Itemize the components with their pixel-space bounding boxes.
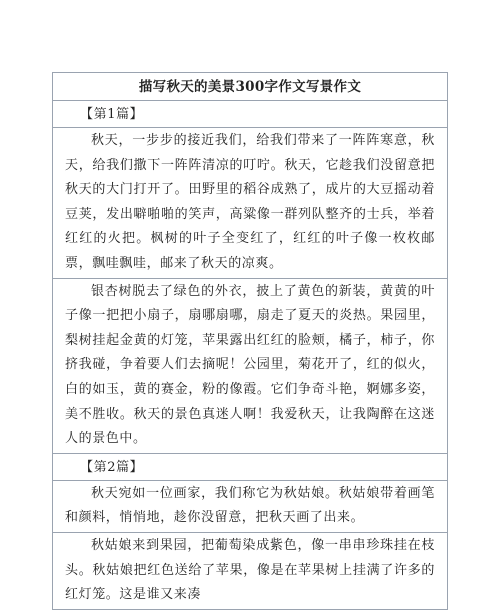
- section-heading-1: 【第1篇】: [53, 101, 447, 128]
- paragraph: 银杏树脱去了绿色的外衣，披上了黄色的新装，黄黄的叶子像一把把小扇子，扇哪扇哪，扇走了夏天的炎热。果园里，梨树挂起金黄的灯笼，苹果露出红红的脸颊，橘子，柿子，你挤我碰，争着要人们去摘呢！公园里，菊花开了，红的似火，白的如玉，黄的赛金，粉的像霞。它们争奇斗艳，婀娜多姿，美不胜收。秋天的景色真迷人啊！我爱秋天，让我陶醉在这迷人的景色中。: [53, 279, 447, 454]
- paragraph: 秋天，一步步的接近我们，给我们带来了一阵阵寒意，秋天，给我们撒下一阵阵清凉的叮咛。秋天，它趁我们没留意把秋天的大门打开了。田野里的稻谷成熟了，成片的大豆摇动着豆荚，发出噼啪啪的笑声，高粱像一群列队整齐的士兵，举着红红的火把。枫树的叶子全变红了，红红的叶子像一枚枚邮票，飘哇飘哇，邮来了秋天的凉爽。: [53, 128, 447, 279]
- document-title: 描写秋天的美景300字作文写景作文: [53, 73, 447, 101]
- paragraph: 秋天宛如一位画家，我们称它为秋姑娘。秋姑娘带着画笔和颜料，悄悄地，趁你没留意，把秋天画了出来。: [53, 481, 447, 533]
- section-heading-2: 【第2篇】: [53, 454, 447, 481]
- paragraph: 秋姑娘来到果园，把葡萄染成紫色，像一串串珍珠挂在枝头。秋姑娘把红色送给了苹果，像是在苹果树上挂满了许多的红灯笼。这是谁又来凑: [53, 533, 447, 610]
- essay-document: [52, 72, 448, 610]
